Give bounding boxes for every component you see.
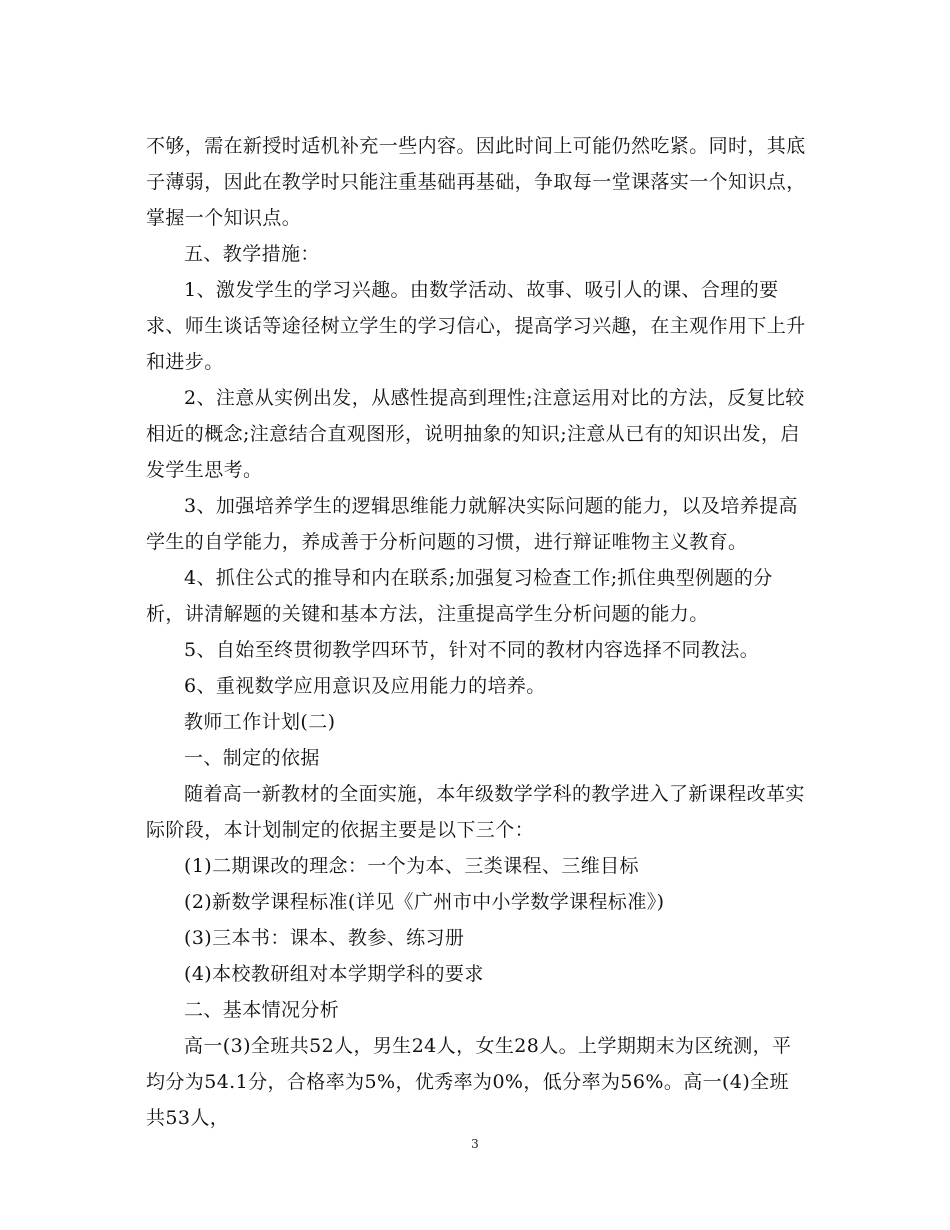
section-heading: 五、教学措施：	[184, 243, 320, 265]
list-item: (4)本校教研组对本学期学科的要求	[184, 963, 484, 985]
paragraph: 不够，需在新授时适机补充一些内容。因此时间上可能仍然吃紧。同时，其底子薄弱，因此在教学时只能注重基础再基础，争取每一堂课落实一个知识点，掌握一个知识点。	[146, 135, 806, 229]
list-item: 4、抓住公式的推导和内在联系;加强复习检查工作;抓住典型例题的分析，讲清解题的关键和基本方法，注重提高学生分析问题的能力。	[146, 567, 773, 625]
paragraph: 随着高一新教材的全面实施，本年级数学学科的教学进入了新课程改革实际阶段，本计划制定的依据主要是以下三个：	[146, 783, 805, 841]
section-heading: 一、制定的依据	[184, 747, 320, 769]
paragraph: 高一(3)全班共52人，男生24人，女生28人。上学期期末为区统测，平均分为54.1分，合格率为5%，优秀率为0%，低分率为56%。高一(4)全班共53人，	[146, 1035, 792, 1129]
section-heading: 二、基本情况分析	[184, 999, 340, 1021]
list-item: 1、激发学生的学习兴趣。由数学活动、故事、吸引人的课、合理的要求、师生谈话等途径树立学生的学习信心，提高学习兴趣，在主观作用下上升和进步。	[146, 279, 806, 373]
list-item: (1)二期课改的理念：一个为本、三类课程、三维目标	[184, 855, 639, 877]
document-body	[146, 128, 806, 1136]
list-item: (2)新数学课程标准(详见《广州市中小学数学课程标准》)	[184, 891, 665, 913]
list-item: 6、重视数学应用意识及应用能力的培养。	[184, 675, 546, 697]
list-item: 5、自始至终贯彻教学四环节，针对不同的教材内容选择不同教法。	[184, 639, 760, 661]
list-item: (3)三本书：课本、教参、练习册	[184, 927, 465, 949]
list-item: 2、注意从实例出发，从感性提高到理性;注意运用对比的方法，反复比较相近的概念;注意结合直观图形，说明抽象的知识;注意从已有的知识出发，启发学生思考。	[146, 387, 805, 481]
page-number: 3	[471, 1137, 479, 1151]
document-subtitle: 教师工作计划(二)	[184, 711, 336, 733]
list-item: 3、加强培养学生的逻辑思维能力就解决实际问题的能力，以及培养提高学生的自学能力，养成善于分析问题的习惯，进行辩证唯物主义教育。	[146, 495, 798, 553]
